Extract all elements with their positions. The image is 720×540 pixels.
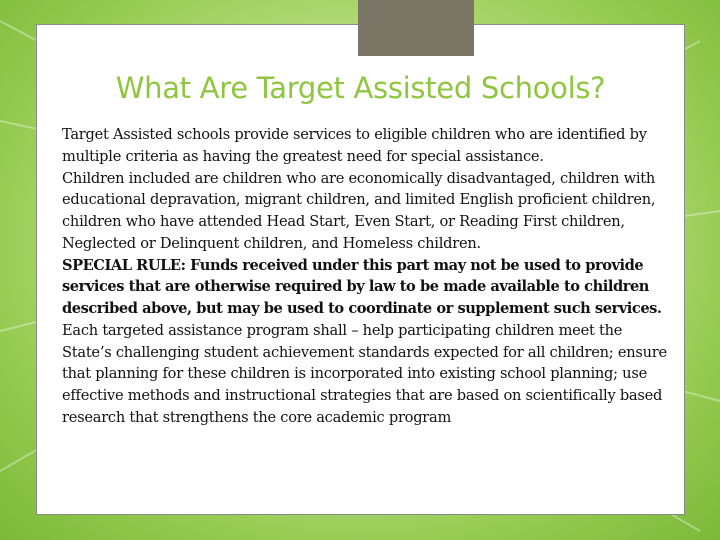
- paragraph-definition: Target Assisted schools provide services to eligible children who are identified by multiple criteria as having the greatest need for special assistance.: [62, 126, 647, 165]
- paragraph-children-included: Children included are children who are economically disadvantaged, children with educational depravation, migrant children, and limited English proficient children, children who have attended Head Start, Even Start, or Reading First children, Neglected or Delinquent children, and Homeless children.: [62, 169, 656, 252]
- slide-body: [62, 124, 670, 429]
- paragraph-special-rule: SPECIAL RULE: Funds received under this part may not be used to provide services that are otherwise required by law to be made available to children described above, but may be used to coordinate or supplement such services.: [62, 256, 662, 317]
- accent-tab: [358, 0, 474, 56]
- slide-title: What Are Target Assisted Schools?: [115, 71, 606, 105]
- paragraph-program-requirements: Each targeted assistance program shall – help participating children meet the State’s challenging student achievement standards expected for all children; ensure that planning for these children is incorporated into existing school planning; use effective methods and instructional strategies that are based on scientifically based research that strengthens the core academic program: [62, 321, 667, 426]
